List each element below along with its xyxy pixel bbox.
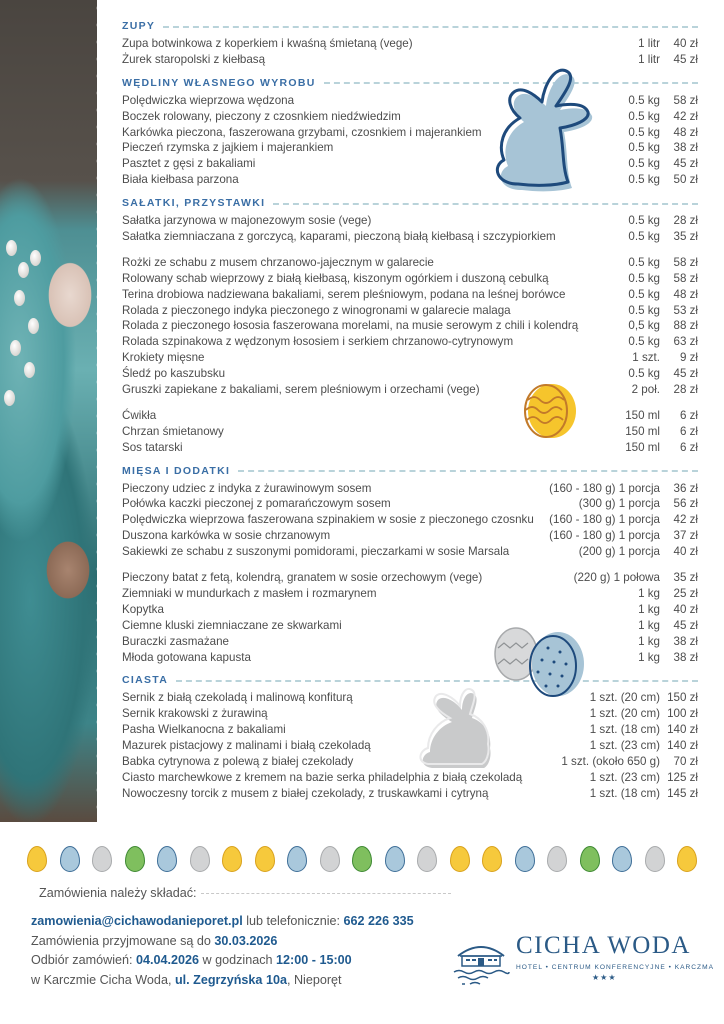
catkin-decoration xyxy=(24,362,35,378)
catkin-decoration xyxy=(30,250,41,266)
menu-section xyxy=(122,463,698,666)
section-divider xyxy=(176,680,698,682)
item-price: 40 zł xyxy=(673,37,698,50)
item-quantity: (160 - 180 g) 1 porcja xyxy=(549,529,660,543)
menu-item xyxy=(122,570,698,586)
group-spacer xyxy=(122,245,698,255)
menu-item xyxy=(122,496,698,512)
menu-item xyxy=(122,650,698,666)
item-price: 38 zł xyxy=(673,634,698,648)
item-quantity: 1 szt. (23 cm) xyxy=(589,739,660,753)
item-price: 45 zł xyxy=(673,157,698,171)
catkin-decoration xyxy=(14,290,25,306)
menu-item xyxy=(122,36,698,52)
menu-item xyxy=(122,618,698,634)
menu-item xyxy=(122,786,698,802)
menu-item xyxy=(122,229,698,245)
menu-item xyxy=(122,528,698,544)
item-name: Żurek staropolski z kiełbasą xyxy=(122,52,266,66)
item-price: 38 zł xyxy=(673,650,698,664)
address-line xyxy=(31,971,451,991)
deadline-date: 30.03.2026 xyxy=(214,933,278,948)
menu-section xyxy=(122,195,698,455)
item-quantity: 1 litr xyxy=(638,37,660,50)
item-price: 58 zł xyxy=(673,93,698,107)
menu-item xyxy=(122,481,698,497)
green-egg-icon xyxy=(580,846,600,872)
menu-item xyxy=(122,722,698,738)
menu-item xyxy=(122,440,698,456)
item-quantity: 0.5 kg xyxy=(628,335,660,349)
section-title: SAŁATKI, PRZYSTAWKI xyxy=(122,197,266,210)
item-name: Ziemniaki w mundurkach z masłem i rozmarynem xyxy=(122,586,377,600)
item-price: 9 zł xyxy=(679,351,698,365)
item-price: 140 zł xyxy=(667,739,698,753)
town: , Nieporęt xyxy=(286,972,342,987)
section-title: MIĘSA I DODATKI xyxy=(122,464,231,477)
item-quantity: (160 - 180 g) 1 porcja xyxy=(549,481,660,495)
menu-item xyxy=(122,52,698,68)
item-quantity: 1 szt. (18 cm) xyxy=(589,723,660,737)
item-price: 36 zł xyxy=(673,481,698,495)
gray-egg-icon xyxy=(92,846,112,872)
item-quantity: (300 g) 1 porcja xyxy=(578,497,660,511)
blue-bunny-icon xyxy=(488,62,598,192)
item-price: 125 zł xyxy=(667,770,698,784)
item-name: Ćwikła xyxy=(122,408,157,422)
stamp-perforation xyxy=(89,0,103,830)
menu-item xyxy=(122,93,698,109)
item-quantity: 0.5 kg xyxy=(628,271,660,285)
item-price: 58 zł xyxy=(673,255,698,269)
item-quantity: 1 szt. xyxy=(632,351,660,365)
pickup-line xyxy=(31,951,451,971)
menu-item xyxy=(122,255,698,271)
item-name: Pieczeń rzymska z jajkiem i majerankiem xyxy=(122,141,334,155)
item-name: Połówka kaczki pieczonej z pomarańczowym sosem xyxy=(122,497,391,511)
item-price: 42 zł xyxy=(673,513,698,527)
item-name: Karkówka pieczona, faszerowana grzybami, czosnkiem i majerankiem xyxy=(122,125,482,139)
item-quantity: 0.5 kg xyxy=(628,214,660,228)
blue-egg-icon xyxy=(612,846,632,872)
item-price: 45 zł xyxy=(673,367,698,381)
menu-item xyxy=(122,140,698,156)
item-quantity: 0.5 kg xyxy=(628,230,660,244)
item-name: Pieczony batat z fetą, kolendrą, granatem w sosie orzechowym (vege) xyxy=(122,571,483,585)
menu-item xyxy=(122,602,698,618)
menu-item xyxy=(122,424,698,440)
item-price: 88 zł xyxy=(673,319,698,333)
pickup-label: Odbiór zamówień: xyxy=(31,953,136,967)
catkin-decoration xyxy=(18,262,29,278)
item-quantity: 0.5 kg xyxy=(628,93,660,107)
item-name: Mazurek pistacjowy z malinami i białą czekoladą xyxy=(122,739,371,753)
section-title: ZUPY xyxy=(122,20,156,32)
pickup-date: 04.04.2026 xyxy=(136,953,200,967)
menu-item xyxy=(122,109,698,125)
item-quantity: 150 ml xyxy=(625,424,660,438)
item-name: Krokiety mięsne xyxy=(122,351,205,365)
item-name: Sałatka ziemniaczana z gorczycą, kaparami, pieczoną białą kiełbasą i szczypiorkiem xyxy=(122,230,556,244)
item-quantity: 0.5 kg xyxy=(628,303,660,317)
phone-label: lub telefonicznie: xyxy=(242,914,344,928)
email-link[interactable]: zamowienia@cichawodanieporet.pl xyxy=(31,914,243,928)
item-price: 6 zł xyxy=(679,408,698,422)
section-title: WĘDLINY WŁASNEGO WYROBU xyxy=(122,76,316,89)
address: ul. Zegrzyńska 10a xyxy=(174,972,287,987)
gray-egg-icon xyxy=(190,846,210,872)
item-name: Ciemne kluski ziemniaczane ze skwarkami xyxy=(122,618,342,632)
item-name: Rożki ze schabu z musem chrzanowo-jajecznym w galarecie xyxy=(122,255,434,269)
item-price: 28 zł xyxy=(673,383,698,397)
item-name: Buraczki zasmażane xyxy=(122,634,229,648)
item-quantity: 1 kg xyxy=(638,602,660,616)
easter-photo xyxy=(0,0,97,822)
menu-item xyxy=(122,770,698,786)
item-price: 70 zł xyxy=(673,754,698,768)
section-title: CIASTA xyxy=(122,674,169,687)
item-price: 28 zł xyxy=(673,214,698,228)
item-price: 150 zł xyxy=(667,691,698,705)
menu-item xyxy=(122,318,698,334)
item-name: Młoda gotowana kapusta xyxy=(122,650,251,664)
item-name: Rolada z pieczonego indyka pieczonego z winogronami w galarecie malaga xyxy=(122,303,511,317)
item-price: 6 zł xyxy=(679,424,698,438)
item-quantity: 0.5 kg xyxy=(628,255,660,269)
menu-item xyxy=(122,544,698,560)
item-price: 6 zł xyxy=(679,440,698,454)
item-price: 25 zł xyxy=(673,586,698,600)
item-quantity: 1 kg xyxy=(638,618,660,632)
item-price: 50 zł xyxy=(673,173,698,187)
item-name: Sos tatarski xyxy=(122,440,183,454)
green-egg-icon xyxy=(125,846,145,872)
blue-egg-icon xyxy=(287,846,307,872)
section-divider xyxy=(273,203,698,205)
item-name: Polędwiczka wieprzowa faszerowana szpinakiem w sosie z pieczonego czosnku xyxy=(122,513,534,527)
group-spacer xyxy=(122,560,698,570)
item-name: Sałatka jarzynowa w majonezowym sosie (vege) xyxy=(122,214,372,228)
yellow-egg-icon xyxy=(450,846,470,872)
item-quantity: 150 ml xyxy=(625,440,660,454)
item-quantity: 0.5 kg xyxy=(628,125,660,139)
item-quantity: 0.5 kg xyxy=(628,141,660,155)
item-name: Sakiewki ze schabu z suszonymi pomidorami, pieczarkami w sosie Marsala xyxy=(122,545,510,559)
item-name: Ciasto marchewkowe z kremem na bazie serka philadelphia z białą czekoladą xyxy=(122,770,523,784)
item-name: Duszona karkówka w sosie chrzanowym xyxy=(122,529,331,543)
item-name: Rolowany schab wieprzowy z białą kiełbasą, kiszonym ogórkiem i duszoną cebulką xyxy=(122,271,549,285)
menu-item xyxy=(122,125,698,141)
order-heading-row xyxy=(39,882,451,904)
item-name: Terina drobiowa nadziewana bakaliami, serem pleśniowym, podana na leśnej borówce xyxy=(122,287,566,301)
item-quantity: 1 szt. (18 cm) xyxy=(589,786,660,800)
contact-line xyxy=(31,912,451,932)
yellow-egg-icon xyxy=(255,846,275,872)
item-price: 45 zł xyxy=(673,52,698,66)
item-quantity: 0.5 kg xyxy=(628,287,660,301)
item-name: Biała kiełbasa parzona xyxy=(122,173,239,187)
order-heading: Zamówienia należy składać: xyxy=(39,886,197,900)
item-name: Pieczony udziec z indyka z żurawinowym sosem xyxy=(122,481,372,495)
item-quantity: 1 szt. (20 cm) xyxy=(589,691,660,705)
item-price: 35 zł xyxy=(673,230,698,244)
catkin-decoration xyxy=(10,340,21,356)
item-name: Pasztet z gęsi z bakaliami xyxy=(122,157,256,171)
gray-bunny-icon xyxy=(418,688,508,770)
item-quantity: 1 kg xyxy=(638,586,660,600)
stamp-perforation-bottom xyxy=(0,816,104,830)
gray-egg-icon xyxy=(645,846,665,872)
logo-subtitle: HOTEL • CENTRUM KONFERENCYJNE • KARCZMA xyxy=(516,964,714,971)
catkin-decoration xyxy=(4,390,15,406)
item-price: 48 zł xyxy=(673,125,698,139)
gray-egg-icon xyxy=(417,846,437,872)
menu-item xyxy=(122,271,698,287)
item-price: 58 zł xyxy=(673,271,698,285)
item-price: 40 zł xyxy=(673,545,698,559)
item-price: 100 zł xyxy=(667,707,698,721)
item-name: Gruszki zapiekane z bakaliami, serem pleśniowym i orzechami (vege) xyxy=(122,383,480,397)
order-info xyxy=(31,882,451,990)
item-quantity: 0.5 kg xyxy=(628,173,660,187)
item-price: 140 zł xyxy=(667,723,698,737)
item-quantity: 2 poł. xyxy=(631,383,660,397)
item-price: 42 zł xyxy=(673,109,698,123)
item-price: 40 zł xyxy=(673,602,698,616)
item-quantity: 150 ml xyxy=(625,408,660,422)
item-price: 48 zł xyxy=(673,287,698,301)
item-name: Pasha Wielkanocna z bakaliami xyxy=(122,723,286,737)
menu-item xyxy=(122,690,698,706)
menu-section xyxy=(122,672,698,801)
item-quantity: 1 szt. (20 cm) xyxy=(589,707,660,721)
menu-item xyxy=(122,287,698,303)
section-header xyxy=(122,672,698,688)
egg-decoration-row xyxy=(27,846,697,876)
item-quantity: 0.5 kg xyxy=(628,367,660,381)
yellow-egg-icon xyxy=(677,846,697,872)
item-quantity: 1 kg xyxy=(638,634,660,648)
item-name: Sernik krakowski z żurawiną xyxy=(122,707,268,721)
menu-item xyxy=(122,382,698,398)
menu-item xyxy=(122,738,698,754)
catkin-decoration xyxy=(28,318,39,334)
item-name: Zupa botwinkowa z koperkiem i kwaśną śmietaną (vege) xyxy=(122,37,413,50)
blue-egg-icon xyxy=(515,846,535,872)
item-name: Sernik z białą czekoladą i malinową konfiturą xyxy=(122,691,353,705)
menu-item xyxy=(122,172,698,188)
deadline-line xyxy=(31,932,451,952)
menu-item xyxy=(122,156,698,172)
menu-list xyxy=(122,18,698,809)
gray-egg-icon xyxy=(320,846,340,872)
menu-item xyxy=(122,634,698,650)
menu-section xyxy=(122,75,698,188)
item-quantity: 1 litr xyxy=(638,52,660,66)
yellow-egg-icon xyxy=(27,846,47,872)
pickup-hours-label: w godzinach xyxy=(199,953,277,967)
menu-item xyxy=(122,350,698,366)
item-name: Babka cytrynowa z polewą z białej czekolady xyxy=(122,754,354,768)
item-quantity: 1 kg xyxy=(638,650,660,664)
logo-title: CICHA WODA xyxy=(516,932,691,959)
blue-egg-icon xyxy=(60,846,80,872)
item-quantity: (160 - 180 g) 1 porcja xyxy=(549,513,660,527)
green-egg-icon xyxy=(352,846,372,872)
yellow-egg-icon xyxy=(482,846,502,872)
menu-item xyxy=(122,213,698,229)
section-header xyxy=(122,195,698,211)
section-header xyxy=(122,75,698,91)
item-name: Polędwiczka wieprzowa wędzona xyxy=(122,93,295,107)
blue-egg-icon xyxy=(157,846,177,872)
menu-item xyxy=(122,303,698,319)
yellow-egg-icon xyxy=(522,382,578,440)
catkin-decoration xyxy=(6,240,17,256)
item-price: 53 zł xyxy=(673,303,698,317)
place-label: w Karczmie Cicha Woda, xyxy=(31,972,175,987)
menu-item xyxy=(122,408,698,424)
item-price: 38 zł xyxy=(673,141,698,155)
item-name: Boczek rolowany, pieczony z czosnkiem niedźwiedzim xyxy=(122,109,401,123)
pickup-hours: 12:00 - 15:00 xyxy=(276,953,352,967)
section-header xyxy=(122,463,698,479)
item-name: Nowoczesny torcik z musem z białej czekolady, z truskawkami i cytryną xyxy=(122,786,489,800)
item-quantity: 0.5 kg xyxy=(628,157,660,171)
item-quantity: 0,5 kg xyxy=(628,319,660,333)
section-header xyxy=(122,18,698,34)
item-price: 35 zł xyxy=(673,571,698,585)
item-quantity: (220 g) 1 połowa xyxy=(573,571,660,585)
item-name: Kopytka xyxy=(122,602,164,616)
menu-item xyxy=(122,586,698,602)
menu-item xyxy=(122,754,698,770)
yellow-egg-icon xyxy=(222,846,242,872)
item-name: Śledź po kaszubsku xyxy=(122,367,226,381)
section-divider xyxy=(163,26,698,28)
group-spacer xyxy=(122,398,698,408)
section-divider xyxy=(238,470,698,472)
gray-egg-icon xyxy=(547,846,567,872)
menu-item xyxy=(122,706,698,722)
deadline-label: Zamówienia przyjmowane są do xyxy=(31,933,215,948)
item-price: 145 zł xyxy=(667,786,698,800)
item-quantity: (200 g) 1 porcja xyxy=(578,545,660,559)
menu-item xyxy=(122,334,698,350)
menu-item xyxy=(122,512,698,528)
item-quantity: 1 szt. (około 650 g) xyxy=(561,754,660,768)
item-name: Chrzan śmietanowy xyxy=(122,424,224,438)
item-name: Rolada szpinakowa z wędzonym łososiem i serkiem chrzanowo-cytrynowym xyxy=(122,335,514,349)
item-price: 56 zł xyxy=(673,497,698,511)
cicha-woda-logo xyxy=(452,932,714,992)
phone-link[interactable]: 662 226 335 xyxy=(343,914,414,928)
blue-egg-icon xyxy=(385,846,405,872)
manor-house-icon xyxy=(452,936,510,988)
logo-stars: ★★★ xyxy=(592,973,617,982)
item-price: 37 zł xyxy=(673,529,698,543)
item-name: Rolada z pieczonego łososia faszerowana morelami, na musie serowym z chili i kolendrą xyxy=(122,319,579,333)
item-quantity: 0.5 kg xyxy=(628,109,660,123)
divider xyxy=(201,893,452,894)
menu-section xyxy=(122,18,698,68)
item-price: 63 zł xyxy=(673,335,698,349)
menu-item xyxy=(122,366,698,382)
item-quantity: 1 szt. (23 cm) xyxy=(589,770,660,784)
item-price: 45 zł xyxy=(673,618,698,632)
